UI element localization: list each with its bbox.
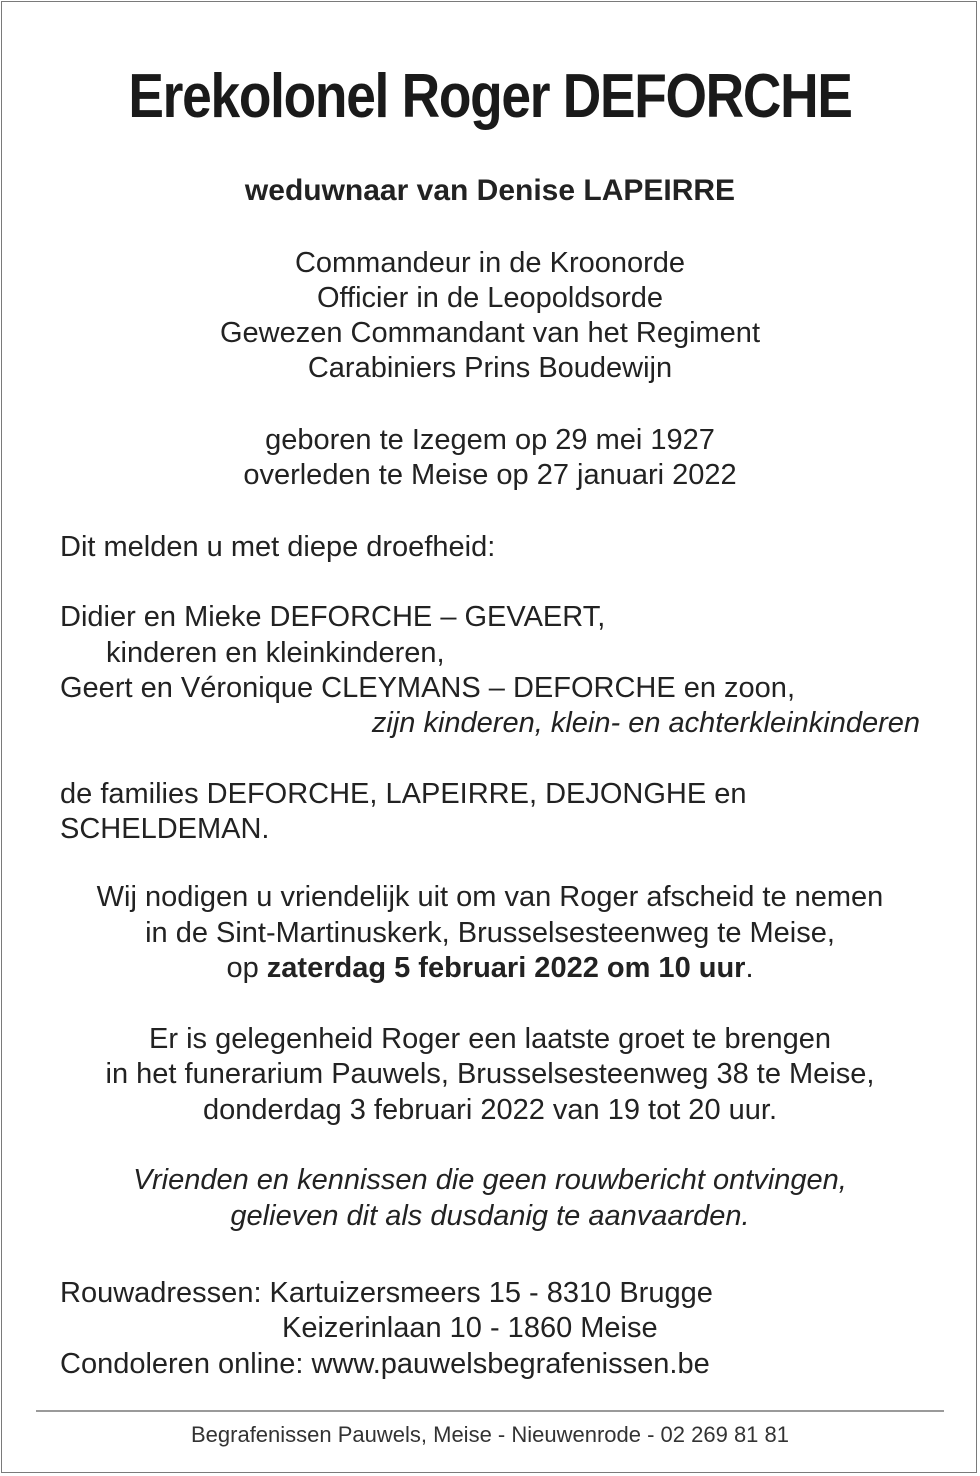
ceremony-prefix: op xyxy=(226,952,267,984)
funeral-home-footer: Begrafenissen Pauwels, Meise - Nieuwenrode - 02 269 81 81 xyxy=(190,1422,790,1447)
announcement-line: Dit melden u met diepe droefheid: xyxy=(60,531,496,563)
family-line-italic: zijn kinderen, klein- en achterkleinkinderen xyxy=(371,707,920,739)
deceased-name-title: Erekolonel Roger DEFORCHE xyxy=(128,62,852,131)
ceremony-date: zaterdag 5 februari 2022 om 10 uur xyxy=(266,952,746,984)
family-line: Didier en Mieke DEFORCHE – GEVAERT, xyxy=(60,601,606,633)
ceremony-date-line xyxy=(0,951,980,986)
notice-line: gelieven dit als dusdanig te aanvaarden. xyxy=(230,1200,750,1232)
honor-line: Officier in de Leopoldsorde xyxy=(316,282,664,314)
footer-divider xyxy=(36,1410,944,1412)
honor-line: Commandeur in de Kroonorde xyxy=(294,247,686,279)
ceremony-line: Wij nodigen u vriendelijk uit om van Roger afscheid te nemen xyxy=(96,881,884,913)
honor-line: Gewezen Commandant van het Regiment xyxy=(219,317,760,349)
condolence-line: Condoleren online: www.pauwelsbegrafenissen.be xyxy=(60,1348,710,1380)
visitation-line: donderdag 3 februari 2022 van 19 tot 20 uur. xyxy=(203,1094,777,1126)
widower-subtitle: weduwnaar van Denise LAPEIRRE xyxy=(244,174,736,207)
birth-line: geboren te Izegem op 29 mei 1927 xyxy=(265,424,715,456)
visitation-line: Er is gelegenheid Roger een laatste groet te brengen xyxy=(149,1023,831,1055)
address-line: Keizerinlaan 10 - 1860 Meise xyxy=(282,1312,658,1344)
families-line: de families DEFORCHE, LAPEIRRE, DEJONGHE en xyxy=(60,778,747,810)
families-line: SCHELDEMAN. xyxy=(60,813,270,845)
ceremony-line: in de Sint-Martinuskerk, Brusselsesteenweg te Meise, xyxy=(145,917,835,949)
ceremony-suffix: . xyxy=(745,952,754,984)
visitation-line: in het funerarium Pauwels, Brusselsesteenweg 38 te Meise, xyxy=(105,1058,875,1090)
family-line: kinderen en kleinkinderen, xyxy=(106,637,445,669)
death-line: overleden te Meise op 27 januari 2022 xyxy=(243,459,737,491)
family-line: Geert en Véronique CLEYMANS – DEFORCHE en zoon, xyxy=(60,672,795,704)
honor-line: Carabiniers Prins Boudewijn xyxy=(307,352,673,384)
notice-line: Vrienden en kennissen die geen rouwbericht ontvingen, xyxy=(133,1164,847,1196)
address-line: Rouwadressen: Kartuizersmeers 15 - 8310 Brugge xyxy=(60,1277,713,1309)
